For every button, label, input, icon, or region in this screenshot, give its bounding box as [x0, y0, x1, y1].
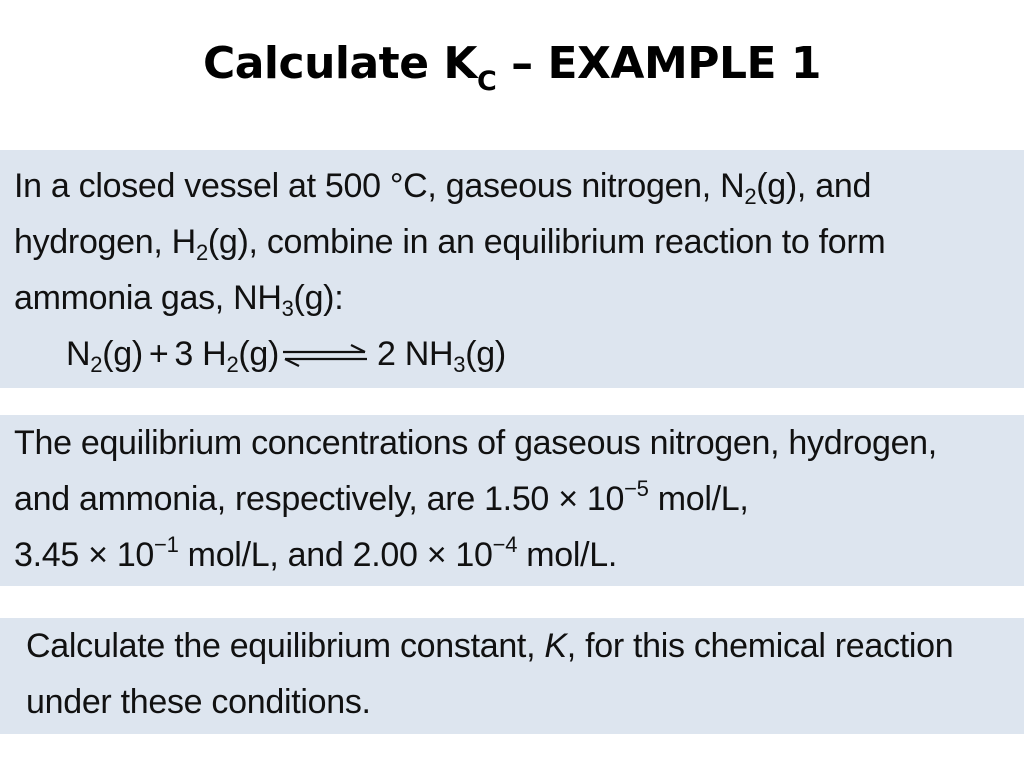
intro-line-3 — [14, 270, 1024, 326]
conc-line-2 — [14, 471, 1024, 527]
slide-title — [0, 32, 1024, 96]
product-1-subscript: 3 — [453, 352, 466, 377]
chemical-equation — [14, 326, 1024, 382]
intro-line-3-text-a: ammonia gas, NH — [14, 279, 282, 317]
question-line-2: under these conditions. — [26, 683, 371, 721]
conc-line-1: The equilibrium concentrations of gaseous nitrogen, hydrogen, — [14, 424, 937, 462]
conc-line-2-text-b: mol/L, — [648, 480, 749, 518]
intro-line-1 — [14, 158, 1024, 214]
concentrations-panel — [0, 415, 1024, 586]
question-line-1 — [26, 618, 1024, 674]
product-1: 2 NH — [377, 335, 454, 373]
problem-statement-panel — [0, 150, 1024, 388]
reactant-2-state: (g) — [238, 335, 280, 373]
intro-line-2-subscript: 2 — [195, 240, 208, 265]
intro-line-2-text-b: (g), combine in an equilibrium reaction to form — [207, 223, 886, 261]
title-rest: – EXAMPLE 1 — [496, 38, 822, 89]
intro-line-3-text-b: (g): — [293, 279, 344, 317]
intro-line-1-text-b: (g), and — [756, 167, 872, 205]
k-symbol: K — [544, 627, 567, 665]
intro-line-1-subscript: 2 — [744, 184, 757, 209]
reactant-1: N — [66, 335, 91, 373]
question-line-1-text-b: , for this chemical reaction — [566, 627, 954, 665]
conc-line-2-exponent: −5 — [624, 476, 649, 501]
intro-line-3-subscript: 3 — [281, 296, 294, 321]
reactant-1-subscript: 2 — [90, 352, 103, 377]
conc-line-3-text-a: 3.45 × 10 — [14, 536, 155, 574]
question-line-1-text-a: Calculate the equilibrium constant, — [26, 627, 545, 665]
conc-line-3-exponent-1: −1 — [154, 532, 179, 557]
reactant-2-subscript: 2 — [226, 352, 239, 377]
product-1-state: (g) — [465, 335, 506, 373]
title-subscript: C — [476, 66, 497, 97]
conc-line-3 — [14, 527, 1024, 583]
intro-line-1-text-a: In a closed vessel at 500 °C, gaseous nitrogen, N — [14, 167, 745, 205]
intro-line-2 — [14, 214, 1024, 270]
conc-line-3-exponent-2: −4 — [492, 532, 518, 557]
intro-line-2-text-a: hydrogen, H — [14, 223, 196, 261]
conc-line-2-text-a: and ammonia, respectively, are 1.50 × 10 — [14, 480, 625, 518]
plus-sign: + — [148, 335, 169, 373]
reactant-1-state: (g) — [102, 335, 143, 373]
question-panel — [0, 618, 1024, 734]
title-main: Calculate K — [202, 38, 477, 89]
reactant-2: 3 H — [174, 335, 227, 373]
conc-line-3-text-c: mol/L. — [517, 536, 618, 574]
conc-line-3-text-b: mol/L, and 2.00 × 10 — [178, 536, 493, 574]
equilibrium-arrows-icon — [281, 328, 369, 384]
